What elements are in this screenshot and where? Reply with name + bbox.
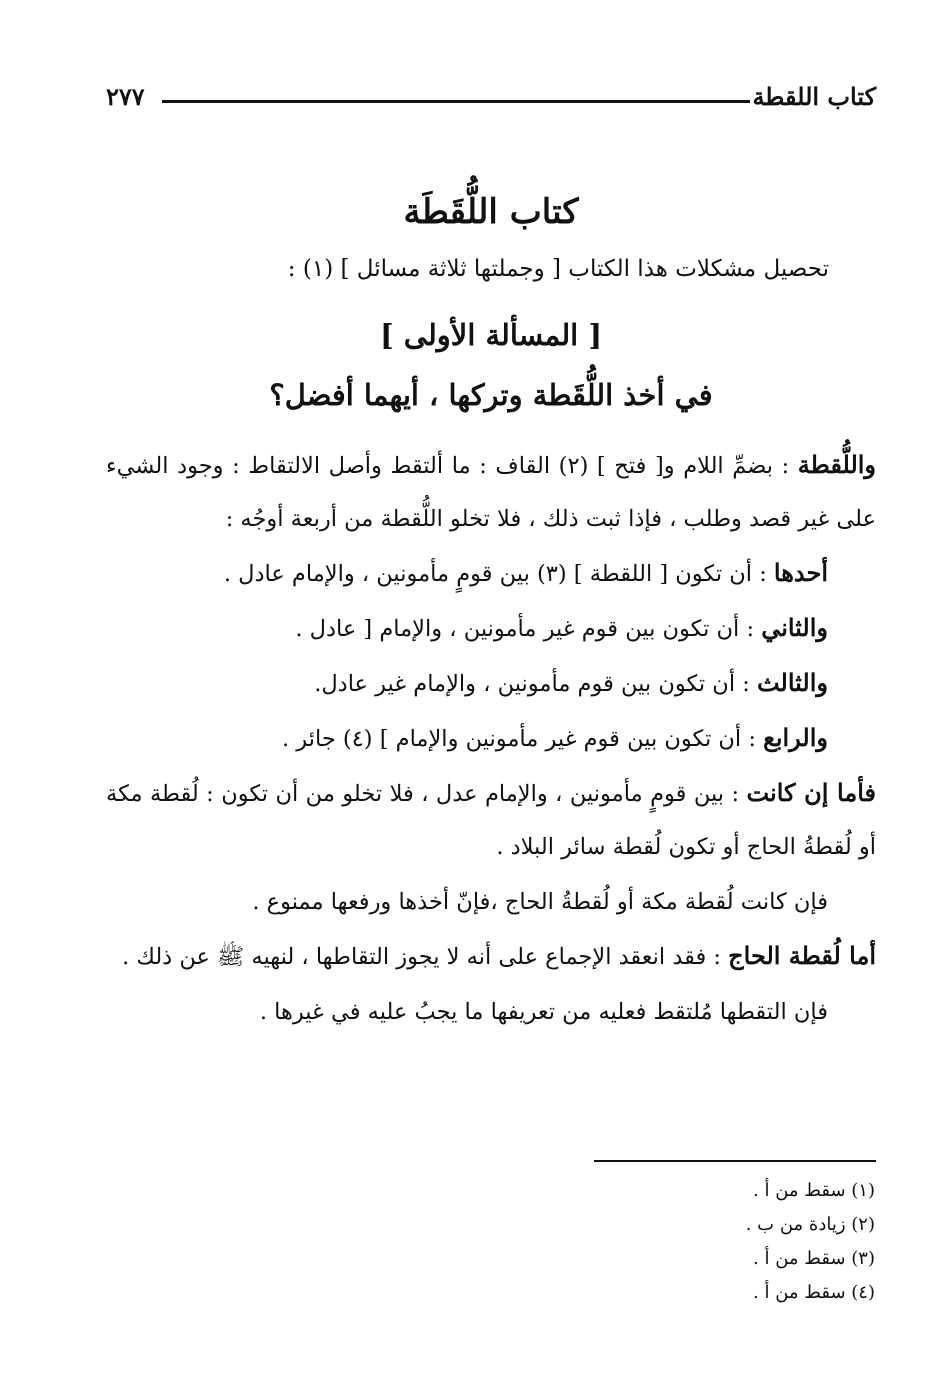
chapter-title: كتاب اللُّقَطَة bbox=[403, 192, 579, 232]
paragraph bbox=[106, 929, 876, 984]
paragraph bbox=[106, 546, 876, 601]
paragraph bbox=[106, 656, 876, 711]
footnote: (٤) سقط من أ . bbox=[753, 1282, 875, 1303]
paragraph-lead: والثاني bbox=[761, 613, 828, 642]
footnotes bbox=[746, 1174, 875, 1310]
paragraph-lead: واللُّقطة bbox=[797, 450, 877, 479]
paragraph-text: : أن تكون بين قوم مأمونين ، والإمام غير عادل. bbox=[314, 671, 757, 697]
paragraph-text: : أن تكون بين قوم غير مأمونين ، والإمام [ عادل . bbox=[295, 616, 762, 642]
footnote-rule bbox=[594, 1160, 876, 1162]
paragraph-lead: والثالث bbox=[756, 668, 828, 697]
running-header-title: كتاب اللقطة bbox=[752, 82, 876, 111]
paragraph-lead: فأما إن كانت bbox=[746, 778, 876, 807]
paragraph bbox=[106, 601, 876, 656]
issue-title: [ المسألة الأولى ] bbox=[379, 318, 603, 352]
header-rule bbox=[162, 100, 750, 103]
paragraph bbox=[106, 766, 876, 874]
intro-line: تحصيل مشكلات هذا الكتاب [ وجملتها ثلاثة مسائل ] (١) : bbox=[287, 256, 829, 282]
running-header bbox=[106, 82, 876, 122]
body-text bbox=[106, 438, 876, 1039]
paragraph-text: : بضمِّ اللام و[ فتح ] (٢) القاف : ما ألتقط وأصل الالتقاط : وجود الشيء على غير قصد وطلب ، فإذا ثبت ذلك ، فلا تخلو اللُّقطة من أربعة أوجُه : bbox=[106, 453, 876, 532]
paragraph-lead: أحدها bbox=[773, 558, 828, 587]
footnote: (٢) زيادة من ب . bbox=[745, 1214, 875, 1235]
paragraph-lead: والرابع bbox=[763, 723, 828, 752]
footnote: (١) سقط من أ . bbox=[753, 1180, 875, 1201]
page-number: ٢٧٧ bbox=[106, 82, 145, 111]
paragraph bbox=[106, 438, 876, 546]
paragraph-lead: أما لُقطة الحاج bbox=[728, 941, 876, 970]
paragraph-text: : بين قومٍ مأمونين ، والإمام عدل ، فلا تخلو من أن تكون : لُقطة مكة أو لُقطةُ الحاج أو تكون لُقطة سائر البلاد . bbox=[106, 781, 876, 860]
paragraph-text: فإن كانت لُقطة مكة أو لُقطةُ الحاج ،فإنّ أخذها ورفعها ممنوع . bbox=[252, 889, 828, 915]
paragraph bbox=[106, 711, 876, 766]
paragraph-text: : أن تكون [ اللقطة ] (٣) بين قومٍ مأمونين ، والإمام عادل . bbox=[223, 561, 774, 587]
paragraph bbox=[106, 874, 876, 929]
issue-subtitle: في أخذ اللُّقَطة وتركها ، أيهما أفضل؟ bbox=[269, 378, 713, 412]
paragraph-text: : فقد انعقد الإجماع على أنه لا يجوز التقاطها ، لنهيه ﷺ عن ذلك . bbox=[122, 944, 729, 970]
paragraph-text: : أن تكون بين قوم غير مأمونين والإمام ] (٤) جائر . bbox=[282, 726, 764, 752]
paragraph-text: فإن التقطها مُلتقط فعليه من تعريفها ما يجبُ عليه في غيرها . bbox=[259, 999, 828, 1025]
paragraph bbox=[106, 984, 876, 1039]
footnote: (٣) سقط من أ . bbox=[753, 1248, 875, 1269]
